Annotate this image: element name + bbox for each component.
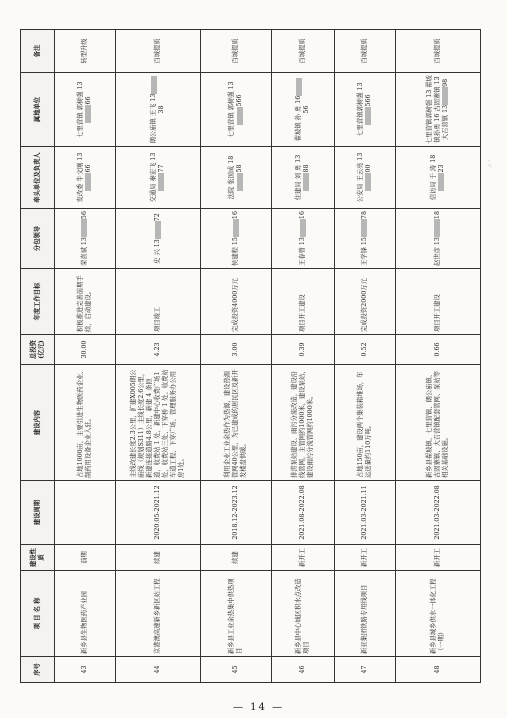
cell-name: 新乡县城乡供水一体化工程（一期） bbox=[395, 571, 480, 657]
project-table-rotated bbox=[20, 30, 481, 683]
cell-name: 新乡县中心城区积水点改造项目 bbox=[272, 571, 335, 657]
cell-name: 新乡县工业余热集中供热项目 bbox=[201, 571, 272, 657]
cell-local: 翟坡镇 孙 勇 1656 bbox=[272, 73, 335, 147]
cell-nature: 续建 bbox=[115, 545, 200, 571]
cell-local: 七里营镇郭树强 13566 bbox=[334, 73, 395, 147]
cell-invest: 3.00 bbox=[201, 335, 272, 365]
cell-invest: 0.39 bbox=[272, 335, 335, 365]
redaction-bar bbox=[365, 107, 371, 125]
header-target: 年度工作目标 bbox=[21, 269, 55, 335]
table-row bbox=[395, 30, 480, 683]
header-content: 建设内容 bbox=[21, 365, 55, 481]
redaction-bar bbox=[442, 87, 448, 105]
cell-name: 京港澳高速新乡新区站工程 bbox=[115, 571, 200, 657]
redaction-bar bbox=[300, 219, 306, 237]
cell-remark: 百城提质 bbox=[201, 30, 272, 73]
cell-leader: 王学锋 1578 bbox=[334, 209, 395, 269]
header-no: 序号 bbox=[21, 657, 55, 683]
cell-owner: 交通局 秦宏飞 1377 bbox=[115, 147, 200, 209]
redaction-bar bbox=[237, 173, 243, 191]
header-remark: 备注 bbox=[21, 30, 55, 73]
cell-local: 朗公庙镇 王飞 1338 bbox=[115, 73, 200, 147]
cell-owner: 公安局 王云亮 1300 bbox=[334, 147, 395, 209]
cell-remark: 百城提质 bbox=[395, 30, 480, 73]
cell-target: 积极推进完善前期手续，启动建设。 bbox=[55, 269, 116, 335]
cell-local: 七里营镇 郭树强 1366 bbox=[55, 73, 116, 147]
cell-leader: 赵世彦 1318 bbox=[395, 209, 480, 269]
cell-owner: 发改委 牛文刚 1366 bbox=[55, 147, 116, 209]
cell-period: 2020.05-2021.12 bbox=[115, 481, 200, 545]
cell-nature: 前期 bbox=[55, 545, 116, 571]
cell-name: 新亚集团铁路专用线项目 bbox=[334, 571, 395, 657]
cell-invest: 4.23 bbox=[115, 335, 200, 365]
project-table bbox=[20, 29, 481, 683]
redaction-bar bbox=[438, 173, 444, 191]
cell-content: 排涝泵站建设、雨污分流改造，建设沿线管网，主管网约1000米，建设泵站、建设雨污分流管网约1000米。 bbox=[272, 365, 335, 481]
cell-no: 45 bbox=[201, 657, 272, 683]
redaction-bar bbox=[233, 219, 239, 237]
cell-invest: 30.00 bbox=[55, 335, 116, 365]
cell-target: 完成投资2000万元 bbox=[334, 269, 395, 335]
header-local: 属地单位 bbox=[21, 73, 55, 147]
redaction-bar bbox=[81, 219, 87, 237]
cell-no: 47 bbox=[334, 657, 395, 683]
cell-owner: 信访局 于 涛 1823 bbox=[395, 147, 480, 209]
cell-no: 44 bbox=[115, 657, 200, 683]
cell-leader: 史 兴 1372 bbox=[115, 209, 200, 269]
redaction-bar bbox=[151, 76, 157, 94]
cell-invest: 0.66 bbox=[395, 335, 480, 365]
header-invest: 总投资(亿元) bbox=[21, 335, 55, 365]
table-row bbox=[55, 30, 116, 683]
cell-remark: 百城提质 bbox=[115, 30, 200, 73]
cell-no: 43 bbox=[55, 657, 116, 683]
table-row bbox=[115, 30, 200, 683]
cell-period: 2021.03-2021.11 bbox=[334, 481, 395, 545]
table-row bbox=[334, 30, 395, 683]
cell-target: 项目开工建设 bbox=[395, 269, 480, 335]
header-nature: 建设性质 bbox=[21, 545, 55, 571]
cell-nature: 新开工 bbox=[395, 545, 480, 571]
redaction-bar bbox=[296, 78, 302, 96]
cell-owner: 法院 张国成 1858 bbox=[201, 147, 272, 209]
cell-leader: 王春曾 1316 bbox=[272, 209, 335, 269]
cell-leader: 侯建程 1516 bbox=[201, 209, 272, 269]
redaction-bar bbox=[303, 173, 309, 191]
header-leader: 分包领导 bbox=[21, 209, 55, 269]
cell-remark: 转型升级 bbox=[55, 30, 116, 73]
margin-mark: ∴ · bbox=[486, 159, 494, 168]
redaction-bar bbox=[365, 173, 371, 191]
cell-content: 占地150亩，建设两个集装箱堆场，年运送量约110万吨。 bbox=[334, 365, 395, 481]
table-header-row bbox=[21, 30, 55, 683]
cell-nature: 续建 bbox=[201, 545, 272, 571]
table-row bbox=[272, 30, 335, 683]
cell-period bbox=[55, 481, 116, 545]
redaction-bar bbox=[237, 107, 243, 125]
cell-content: 利用企业工业余热作为热源，建设热源管网40公里，为已建成的居民区及新开发楼盘供暖。 bbox=[201, 365, 272, 481]
cell-leader: 荣喜斌 1356 bbox=[55, 209, 116, 269]
table-row bbox=[201, 30, 272, 683]
redaction-bar bbox=[155, 221, 161, 239]
header-name: 项 目 名 称 bbox=[21, 571, 55, 657]
cell-name: 新乡县生物医药产业园 bbox=[55, 571, 116, 657]
cell-content: 新乡县翟坡镇、七里营镇、朗公庙镇、古固寨镇、大召营镇配套管网、泵站等相关基础设施。 bbox=[395, 365, 480, 481]
redaction-bar bbox=[361, 219, 367, 237]
cell-content: 占地1000亩，主要引进生物医药企业、制药用设备企业入驻。 bbox=[55, 365, 116, 481]
cell-target: 完成投资4000万元 bbox=[201, 269, 272, 335]
cell-period: 2021.03-2022.08 bbox=[395, 481, 480, 545]
cell-remark: 百城提质 bbox=[334, 30, 395, 73]
page-number: — 14 — bbox=[233, 702, 285, 713]
cell-local: 七里营镇郭树强 13 翟坡镇孙勇 16 古固寨镇 13 大召营镇 1398 bbox=[395, 73, 480, 147]
cell-content: 主线改建长度2.3公里，扩建X005朗公庙线（规划S311）主线长度2.6公里，新建连接道路4.8公里，新建 4 条匝道，收费站 1 处，新建中心收费广场1处，收费站三处、下穿桥 1 处、收费站车道工程、下穿广场、管理服务办公用房1处。 bbox=[115, 365, 200, 481]
redaction-bar bbox=[158, 173, 164, 191]
cell-no: 48 bbox=[395, 657, 480, 683]
cell-nature: 新开工 bbox=[272, 545, 335, 571]
header-owner: 牵头单位及负责人 bbox=[21, 147, 55, 209]
cell-local: 七里营镇 郭树强 13566 bbox=[201, 73, 272, 147]
cell-target: 项目竣工 bbox=[115, 269, 200, 335]
redaction-bar bbox=[85, 105, 91, 123]
redaction-bar bbox=[434, 219, 440, 237]
header-period: 建设周期 bbox=[21, 481, 55, 545]
cell-nature: 新开工 bbox=[334, 545, 395, 571]
redaction-bar bbox=[85, 173, 91, 191]
cell-owner: 住建局 刘 勇 1388 bbox=[272, 147, 335, 209]
cell-target: 项目开工建设 bbox=[272, 269, 335, 335]
cell-no: 46 bbox=[272, 657, 335, 683]
cell-invest: 0.52 bbox=[334, 335, 395, 365]
cell-period: 2018.12-2023.12 bbox=[201, 481, 272, 545]
cell-remark: 百城提质 bbox=[272, 30, 335, 73]
cell-period: 2021.08-2022.08 bbox=[272, 481, 335, 545]
